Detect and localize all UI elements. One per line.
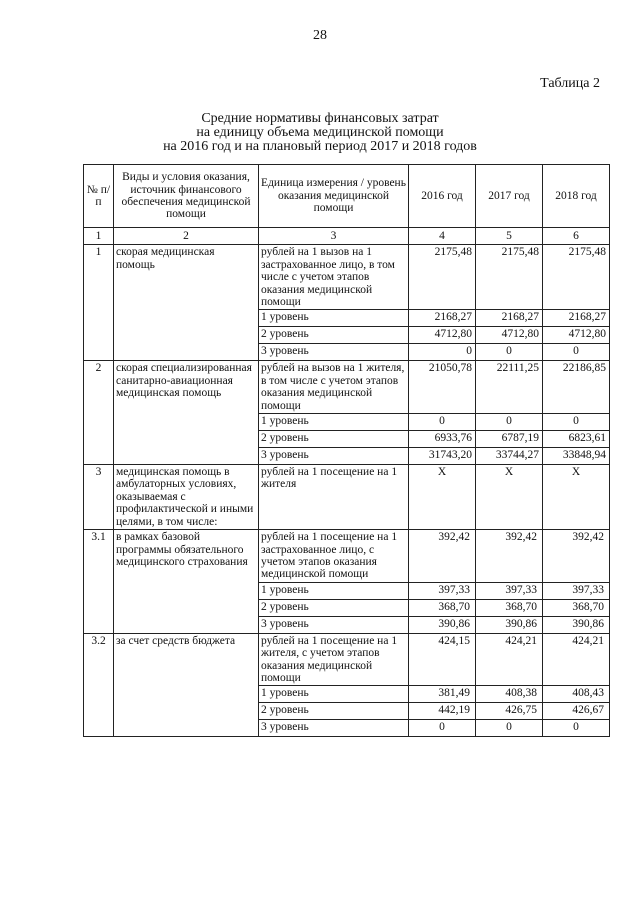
value-2016: 0 xyxy=(409,344,476,361)
value-2016: 0 xyxy=(409,720,476,737)
value-2018: 408,43 xyxy=(543,686,610,703)
table-row xyxy=(84,361,610,414)
care-kind: скорая специализированная санитарно-авиационная медицинская помощь xyxy=(114,361,259,465)
value-2017: 2175,48 xyxy=(476,245,543,310)
value-2017: 4712,80 xyxy=(476,327,543,344)
unit-cell: рублей на 1 вызов на 1 застрахованное лицо, в том числе с учетом этапов оказания медицинской помощи xyxy=(259,245,409,310)
value-2018: 426,67 xyxy=(543,703,610,720)
value-2018: 390,86 xyxy=(543,616,610,633)
unit-cell: рублей на вызов на 1 жителя, в том числе с учетом этапов оказания медицинской помощи xyxy=(259,361,409,414)
value-2016: 424,15 xyxy=(409,633,476,686)
unit-cell: рублей на 1 посещение на 1 жителя xyxy=(259,465,409,530)
level-label: 1 уровень xyxy=(259,310,409,327)
value-2018: 2175,48 xyxy=(543,245,610,310)
value-2017: Х xyxy=(476,465,543,530)
value-2018: 6823,61 xyxy=(543,431,610,448)
value-2016: 4712,80 xyxy=(409,327,476,344)
title-line: на 2016 год и на плановый период 2017 и 2018 годов xyxy=(163,139,477,154)
value-2016: 381,49 xyxy=(409,686,476,703)
header-row xyxy=(84,165,610,228)
value-2016: 6933,76 xyxy=(409,431,476,448)
value-2016: 442,19 xyxy=(409,703,476,720)
header-2017: 2017 год xyxy=(476,165,543,228)
value-2017: 368,70 xyxy=(476,599,543,616)
value-2018: 368,70 xyxy=(543,599,610,616)
level-label: 3 уровень xyxy=(259,448,409,465)
unit-cell: рублей на 1 посещение на 1 застрахованное лицо, с учетом этапов оказания медицинской помощи xyxy=(259,530,409,583)
header-num: № п/п xyxy=(84,165,114,228)
header-2018: 2018 год xyxy=(543,165,610,228)
value-2018: 4712,80 xyxy=(543,327,610,344)
column-index: 2 xyxy=(114,228,259,245)
care-kind: за счет средств бюджета xyxy=(114,633,259,737)
value-2018: 424,21 xyxy=(543,633,610,686)
row-number: 3 xyxy=(84,465,114,530)
header-2016: 2016 год xyxy=(409,165,476,228)
table-row xyxy=(84,633,610,686)
level-label: 2 уровень xyxy=(259,431,409,448)
title-line: на единицу объема медицинской помощи xyxy=(196,125,444,140)
value-2018: 0 xyxy=(543,344,610,361)
value-2016: 2168,27 xyxy=(409,310,476,327)
column-index: 4 xyxy=(409,228,476,245)
table-row xyxy=(84,245,610,310)
value-2018: 0 xyxy=(543,414,610,431)
value-2017: 0 xyxy=(476,344,543,361)
value-2017: 390,86 xyxy=(476,616,543,633)
value-2016: 0 xyxy=(409,414,476,431)
level-label: 1 уровень xyxy=(259,686,409,703)
value-2016: 390,86 xyxy=(409,616,476,633)
care-kind: скорая медицинская помощь xyxy=(114,245,259,361)
row-number: 2 xyxy=(84,361,114,465)
value-2017: 2168,27 xyxy=(476,310,543,327)
unit-cell: рублей на 1 посещение на 1 жителя, с учетом этапов оказания медицинской помощи xyxy=(259,633,409,686)
value-2017: 0 xyxy=(476,414,543,431)
value-2018: 33848,94 xyxy=(543,448,610,465)
level-label: 1 уровень xyxy=(259,414,409,431)
table-title xyxy=(80,112,560,154)
table-row xyxy=(84,465,610,530)
care-kind: медицинская помощь в амбулаторных условиях, оказываемая с профилактической и иными целями, в том числе: xyxy=(114,465,259,530)
value-2017: 22111,25 xyxy=(476,361,543,414)
value-2016: 397,33 xyxy=(409,582,476,599)
value-2018: Х xyxy=(543,465,610,530)
row-number: 1 xyxy=(84,245,114,361)
level-label: 2 уровень xyxy=(259,703,409,720)
value-2016: 21050,78 xyxy=(409,361,476,414)
title-line: Средние нормативы финансовых затрат xyxy=(201,111,439,126)
value-2018: 22186,85 xyxy=(543,361,610,414)
row-number: 3.1 xyxy=(84,530,114,634)
row-number: 3.2 xyxy=(84,633,114,737)
value-2018: 397,33 xyxy=(543,582,610,599)
level-label: 1 уровень xyxy=(259,582,409,599)
level-label: 2 уровень xyxy=(259,599,409,616)
page-number: 28 xyxy=(313,28,327,43)
column-index-row xyxy=(84,228,610,245)
column-index: 6 xyxy=(543,228,610,245)
value-2017: 6787,19 xyxy=(476,431,543,448)
care-kind: в рамках базовой программы обязательного медицинского страхования xyxy=(114,530,259,634)
value-2017: 392,42 xyxy=(476,530,543,583)
value-2016: 31743,20 xyxy=(409,448,476,465)
value-2016: 368,70 xyxy=(409,599,476,616)
value-2017: 424,21 xyxy=(476,633,543,686)
table-body xyxy=(84,245,610,737)
value-2016: Х xyxy=(409,465,476,530)
value-2018: 2168,27 xyxy=(543,310,610,327)
table-row xyxy=(84,530,610,583)
value-2017: 33744,27 xyxy=(476,448,543,465)
value-2018: 0 xyxy=(543,720,610,737)
level-label: 3 уровень xyxy=(259,616,409,633)
level-label: 2 уровень xyxy=(259,327,409,344)
header-unit: Единица измерения / уровень оказания медицинской помощи xyxy=(259,165,409,228)
header-kind: Виды и условия оказания, источник финансового обеспечения медицинской помощи xyxy=(114,165,259,228)
column-index: 3 xyxy=(259,228,409,245)
table-label: Таблица 2 xyxy=(540,76,600,91)
value-2017: 426,75 xyxy=(476,703,543,720)
value-2016: 2175,48 xyxy=(409,245,476,310)
column-index: 5 xyxy=(476,228,543,245)
norms-table xyxy=(83,164,610,737)
value-2017: 408,38 xyxy=(476,686,543,703)
column-index: 1 xyxy=(84,228,114,245)
value-2017: 0 xyxy=(476,720,543,737)
value-2017: 397,33 xyxy=(476,582,543,599)
level-label: 3 уровень xyxy=(259,720,409,737)
value-2018: 392,42 xyxy=(543,530,610,583)
level-label: 3 уровень xyxy=(259,344,409,361)
value-2016: 392,42 xyxy=(409,530,476,583)
